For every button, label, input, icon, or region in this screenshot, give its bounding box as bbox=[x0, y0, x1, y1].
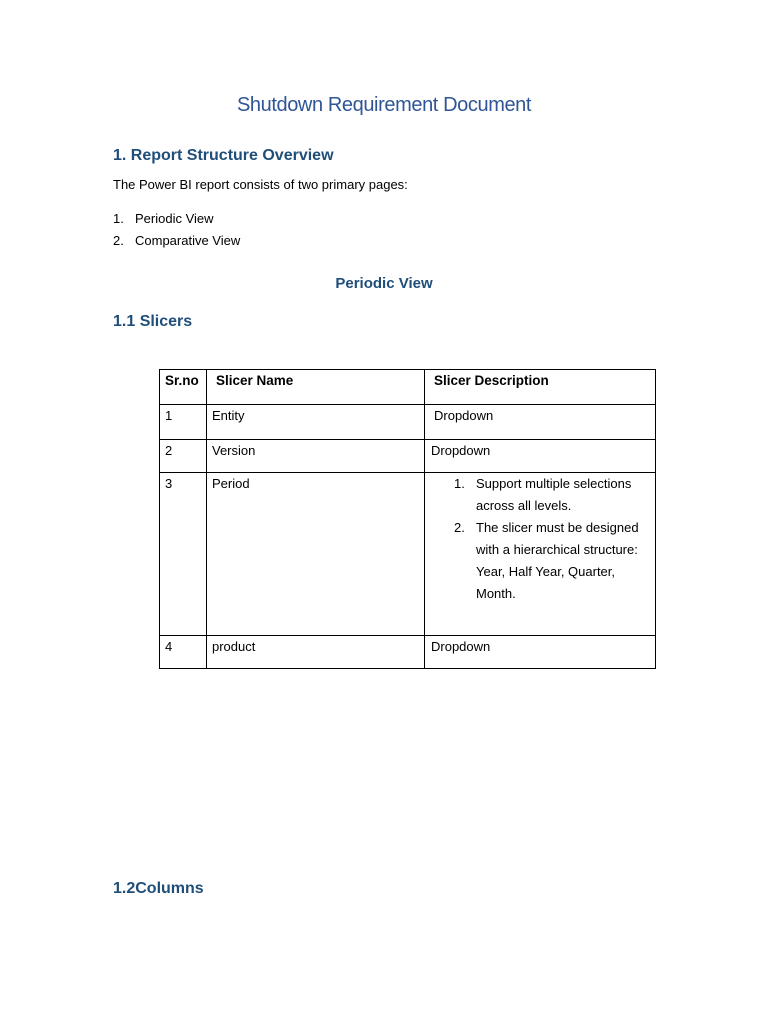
description-item-number: 2. bbox=[454, 520, 465, 535]
description-item-text: Support multiple selections across all levels. bbox=[476, 476, 632, 513]
table-row bbox=[160, 473, 656, 636]
table-row bbox=[160, 405, 656, 440]
description-item-number: 1. bbox=[454, 476, 465, 491]
table-row bbox=[160, 440, 656, 473]
cell-slicer-description bbox=[425, 473, 656, 636]
intro-paragraph: The Power BI report consists of two primary pages: bbox=[113, 177, 408, 192]
table-header-row bbox=[160, 370, 656, 405]
description-item bbox=[454, 473, 655, 517]
cell-slicer-description: Dropdown bbox=[425, 405, 656, 440]
periodic-view-heading: Periodic View bbox=[335, 275, 433, 292]
table-row bbox=[160, 636, 656, 669]
list-item-number: 2. bbox=[113, 233, 124, 248]
description-list bbox=[425, 473, 655, 605]
cell-slicer-description: Dropdown bbox=[425, 440, 656, 473]
cell-slicer-name: product bbox=[207, 636, 425, 669]
document-title: Shutdown Requirement Document bbox=[236, 94, 532, 116]
list-item bbox=[113, 233, 240, 255]
slicers-heading: 1.1 Slicers bbox=[113, 313, 193, 330]
cell-slicer-name: Entity bbox=[207, 405, 425, 440]
cell-slicer-name: Period bbox=[207, 473, 425, 636]
cell-srno: 3 bbox=[160, 473, 207, 636]
description-item bbox=[454, 517, 655, 605]
columns-heading: 1.2Columns bbox=[113, 880, 204, 897]
column-header-slicer-description: Slicer Description bbox=[425, 370, 656, 405]
list-item-label: Comparative View bbox=[135, 233, 241, 248]
cell-srno: 2 bbox=[160, 440, 207, 473]
cell-srno: 4 bbox=[160, 636, 207, 669]
pages-list bbox=[113, 211, 240, 255]
cell-slicer-name: Version bbox=[207, 440, 425, 473]
list-item-number: 1. bbox=[113, 211, 124, 226]
list-item-label: Periodic View bbox=[135, 211, 214, 226]
column-header-srno: Sr.no bbox=[160, 370, 207, 405]
column-header-slicer-name: Slicer Name bbox=[207, 370, 425, 405]
cell-srno: 1 bbox=[160, 405, 207, 440]
description-item-text: The slicer must be designed with a hierarchical structure: Year, Half Year, Quarter, Month. bbox=[476, 520, 639, 601]
slicers-table bbox=[159, 369, 656, 669]
list-item bbox=[113, 211, 240, 233]
cell-slicer-description: Dropdown bbox=[425, 636, 656, 669]
section-heading-report-structure: 1. Report Structure Overview bbox=[113, 147, 334, 164]
